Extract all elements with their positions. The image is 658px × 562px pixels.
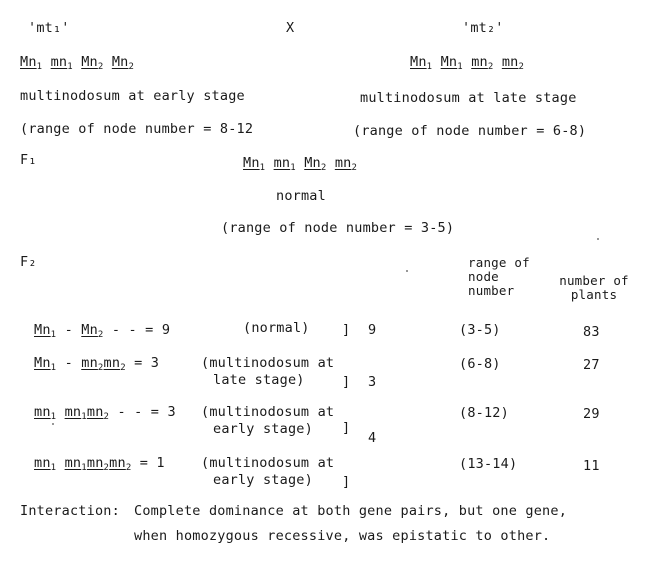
table-row-range: (13-14) [459, 456, 518, 472]
interaction-line1: Complete dominance at both gene pairs, but one gene, [134, 503, 568, 519]
parent2-range: (range of node number = 6-8) [353, 123, 587, 139]
table-row-range: (8-12) [459, 405, 509, 421]
f1-label: F₁ [20, 152, 37, 168]
table-row-phenotype: (normal) [243, 320, 310, 336]
table-row-plants: 27 [583, 357, 600, 373]
table-row-group: 4 [368, 430, 377, 446]
f1-range: (range of node number = 3-5) [221, 220, 455, 236]
table-row-genotype: $mn_1$ $mn_1mn_2mn_2 = 1$ [34, 455, 165, 473]
header-range-line: node [468, 269, 499, 284]
f2-label: F₂ [20, 254, 37, 270]
parent1-label: 'mt₁' [28, 20, 70, 36]
parent2-phenotype: multinodosum at late stage [360, 90, 577, 106]
table-row-plants: 29 [583, 406, 600, 422]
table-row-genotype: $Mn_1 - Mn_2$ - - = 9 [34, 322, 171, 340]
parent1-range: (range of node number = 8-12 [20, 121, 254, 137]
table-row-plants: 11 [583, 458, 600, 474]
table-row-phenotype: early stage) [213, 472, 313, 488]
parent1-genotype: $Mn_1$ $mn_1$ $Mn_2$ $Mn_2$ [20, 54, 135, 72]
parent2-label: 'mt₂' [462, 20, 504, 36]
scan-speck [597, 238, 599, 240]
scan-speck [406, 270, 408, 272]
table-row-phenotype: (multinodosum at [201, 455, 335, 471]
header-plants-col [556, 274, 632, 302]
table-row-range: (3-5) [459, 322, 501, 338]
bracket: ] [342, 420, 351, 436]
f1-phenotype: normal [276, 188, 326, 204]
header-plants-line: plants [570, 287, 618, 302]
header-plants-line: number of [559, 273, 629, 288]
cross-symbol: X [286, 20, 295, 36]
table-row-plants: 83 [583, 324, 600, 340]
table-row-phenotype: late stage) [213, 372, 305, 388]
interaction-line2: when homozygous recessive, was epistatic to other. [134, 528, 551, 544]
table-row-range: (6-8) [459, 356, 501, 372]
table-row-genotype: $Mn_1 - mn_2mn_2 = 3$ [34, 355, 160, 373]
header-range-line: range of [468, 255, 530, 270]
header-range-line: number [468, 283, 515, 298]
bracket: ] [342, 374, 351, 390]
interaction-label: Interaction: [20, 503, 120, 519]
header-range-col [468, 256, 530, 298]
f1-genotype: $Mn_1$ $mn_1$ $Mn_2$ $mn_2$ [243, 155, 358, 173]
scan-speck [52, 423, 54, 425]
parent1-phenotype: multinodosum at early stage [20, 88, 245, 104]
bracket: ] [342, 322, 351, 338]
table-row-phenotype: early stage) [213, 421, 313, 437]
table-row-group: 9 [368, 322, 377, 338]
parent2-genotype: $Mn_1$ $Mn_1$ $mn_2$ $mn_2$ [410, 54, 525, 72]
bracket: ] [342, 474, 351, 490]
table-row-genotype: $mn_1$ $mn_1mn_2$ - - = 3 [34, 404, 176, 422]
table-row-phenotype: (multinodosum at [201, 404, 335, 420]
table-row-phenotype: (multinodosum at [201, 355, 335, 371]
table-row-group: 3 [368, 374, 377, 390]
